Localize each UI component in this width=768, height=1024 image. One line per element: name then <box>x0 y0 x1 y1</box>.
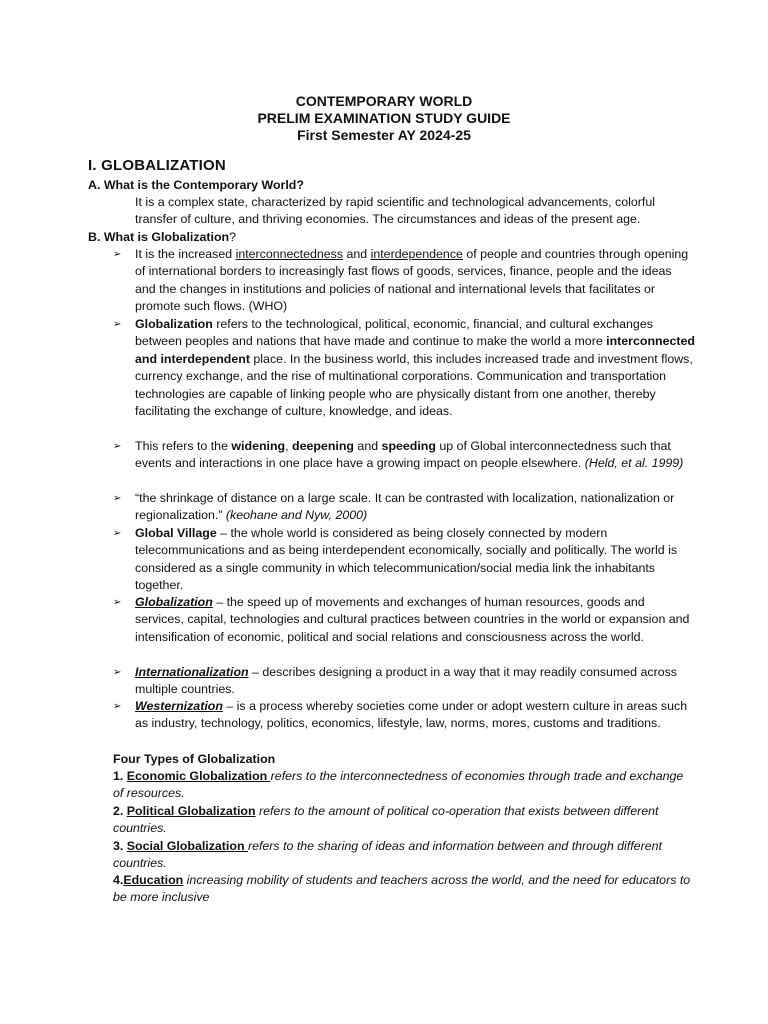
bullet-text: of people and countries through opening of international borders to increasingly fast flows of goods, services, finance, people and the ideas and the changes in institutions and policies of national and international levels that facilitates or promote such flows. (WHO) <box>135 247 689 314</box>
bullet-text: This refers to the <box>135 439 232 453</box>
question-b-label <box>88 229 236 246</box>
question-a-label: A. What is the Contemporary World? <box>88 178 304 192</box>
bullet-item <box>135 525 695 595</box>
type-description: refers to the interconnectedness of economies through trade and exchange of resources. <box>113 769 684 801</box>
type-item <box>113 803 693 838</box>
arrowhead-bullet-icon: ➢ <box>113 249 122 260</box>
bullet-item <box>135 316 695 420</box>
type-term: Social Globalization <box>126 839 248 853</box>
term-globalization: Globalization <box>135 317 213 331</box>
bullet-text: , <box>285 439 293 453</box>
bullet-text: – describes designing a product in a way that it may readily consumed across multiple countries. <box>135 665 677 697</box>
arrowhead-bullet-icon: ➢ <box>113 667 122 678</box>
bullet-text: – the whole world is considered as being closely connected by modern telecommunications and as being interdependent economically, socially and politically. The world is considered as a single community in which telecommunication/social media link the inhabitants together. <box>135 526 678 593</box>
bullet-item <box>135 594 695 646</box>
term-interconnectedness: interconnectedness <box>235 247 344 261</box>
document-semester: First Semester AY 2024-25 <box>297 127 471 143</box>
bullet-item <box>135 246 695 316</box>
arrowhead-bullet-icon: ➢ <box>113 319 122 330</box>
types-heading: Four Types of Globalization <box>113 752 276 766</box>
bullet-item <box>135 698 695 733</box>
type-item <box>113 838 693 873</box>
bullet-text: It is the increased <box>135 247 236 261</box>
type-term: Political Globalization <box>126 804 256 818</box>
arrowhead-bullet-icon: ➢ <box>113 597 122 608</box>
document-title: CONTEMPORARY WORLD <box>295 93 473 109</box>
type-number: 2. <box>113 804 127 818</box>
type-item <box>113 768 693 803</box>
type-description: refers to the sharing of ideas and information between and through different countries. <box>113 839 662 871</box>
type-term: Economic Globalization <box>126 769 271 783</box>
term-westernization: Westernization <box>135 699 223 713</box>
type-description: refers to the amount of political co-operation that exists between different countries. <box>113 804 659 836</box>
bullet-text: refers to the technological, political, economic, financial, and cultural exchanges between peoples and nations that have made and continue to make the world a more <box>135 317 653 349</box>
citation: (Held, et al. 1999) <box>584 456 684 471</box>
type-number: 3. <box>113 839 127 853</box>
term-globalization: Globalization <box>135 595 213 609</box>
bullet-text: – the speed up of movements and exchanges of human resources, goods and services, capital, technologies and cultural practices between countries in the world or expansion and intensification of economic, political and social relations and consciousness across the world. <box>135 595 690 644</box>
citation: (keohane and Nyw, 2000) <box>225 508 368 523</box>
bullet-text: place. In the business world, this includes increased trade and investment flows, currency exchange, and the rise of multinational corporations. Communication and transportation technologies are capable of linking people who are physically distant from one another, thereby facilitating the exchange of culture, knowledge, and ideas. <box>135 351 693 419</box>
arrowhead-bullet-icon: ➢ <box>113 701 122 712</box>
type-term: Education <box>123 873 184 887</box>
question-b-mark: ? <box>229 230 237 244</box>
bullet-item <box>135 664 695 699</box>
term-widening: widening <box>231 439 286 453</box>
bullet-item <box>135 490 695 525</box>
bullet-text: up of Global interconnectedness such that events and interactions in one place have a growing impact on people elsewhere. <box>135 439 671 471</box>
type-description: increasing mobility of students and teachers across the world, and the need for educators to be more inclusive <box>113 873 691 905</box>
term-speeding: speeding <box>381 439 436 453</box>
bullet-item <box>135 438 695 473</box>
term-deepening: deepening <box>292 439 354 453</box>
term-global-village: Global Village <box>135 526 217 540</box>
term-interdependence: interdependence <box>370 247 463 261</box>
section-heading: I. GLOBALIZATION <box>88 157 226 174</box>
bullet-text: and <box>343 247 371 261</box>
arrowhead-bullet-icon: ➢ <box>113 528 122 539</box>
document-subtitle: PRELIM EXAMINATION STUDY GUIDE <box>257 110 511 126</box>
question-b-text: B. What is Globalization <box>88 230 230 244</box>
question-a-answer: It is a complex state, characterized by rapid scientific and technological advancements, colorful transfer of culture, and thriving economies. The circumstances and ideas of the present age. <box>135 195 655 227</box>
bullet-text: and <box>353 439 382 453</box>
arrowhead-bullet-icon: ➢ <box>113 493 122 504</box>
bullet-text: – is a process whereby societies come under or adopt western culture in areas such as industry, technology, politics, economics, lifestyle, law, norms, mores, customs and traditions. <box>135 699 688 731</box>
type-number: 4. <box>113 873 124 887</box>
bullet-text: “the shrinkage of distance on a large scale. It can be contrasted with localization, nationalization or regionalization.” <box>135 491 675 523</box>
type-number: 1. <box>113 769 127 783</box>
term-internationalization: Internationalization <box>135 665 249 679</box>
arrowhead-bullet-icon: ➢ <box>113 441 122 452</box>
type-item <box>113 872 693 907</box>
term-interconnected-interdependent: interconnected and interdependent <box>135 334 695 366</box>
